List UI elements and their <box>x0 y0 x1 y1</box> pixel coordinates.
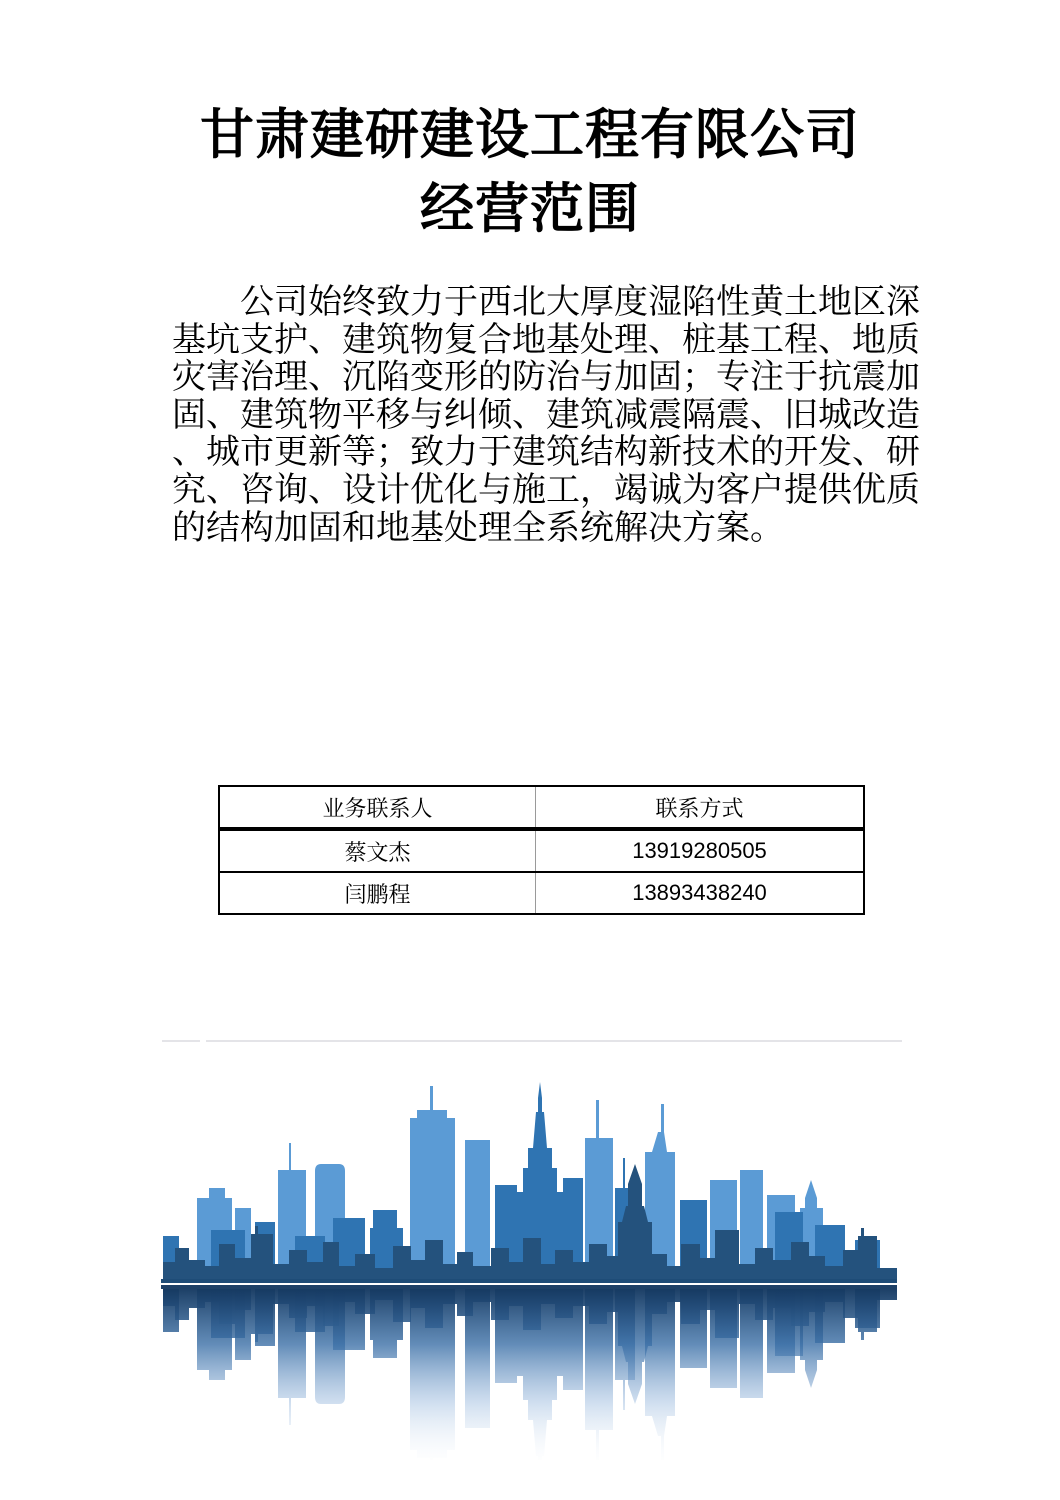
paragraph-line: 究、咨询、设计优化与施工，竭诚为客户提供优质 <box>172 470 920 509</box>
paragraph-line: 、城市更新等；致力于建筑结构新技术的开发、研 <box>172 433 920 472</box>
contact-name-cell: 蔡文杰 <box>219 829 536 872</box>
table-header-row <box>219 786 864 829</box>
table-header-contact-method: 联系方式 <box>536 786 865 829</box>
table-row <box>219 872 864 914</box>
contact-name-cell: 闫鹏程 <box>219 872 536 914</box>
page-title-line-1: 甘肃建研建设工程有限公司 <box>200 105 860 165</box>
paragraph-line: 基坑支护、建筑物复合地基处理、桩基工程、地质 <box>172 320 920 359</box>
city-skyline-icon <box>155 1040 905 1460</box>
page-title <box>0 98 1060 246</box>
skyline-reflection <box>161 1285 897 1460</box>
table-row <box>219 829 864 872</box>
company-description-paragraph <box>172 283 920 547</box>
waterline-band <box>161 1279 897 1283</box>
page-title-line-2: 经营范围 <box>420 179 640 239</box>
contact-phone-cell: 13893438240 <box>536 872 865 914</box>
paragraph-line: 的结构加固和地基处理全系统解决方案。 <box>172 508 784 547</box>
city-skyline-graphic <box>155 1040 905 1460</box>
contact-phone-cell: 13919280505 <box>536 829 865 872</box>
paragraph-line: 公司始终致力于西北大厚度湿陷性黄土地区深 <box>240 283 920 321</box>
contact-table <box>218 785 865 915</box>
table-header-contact-name: 业务联系人 <box>219 786 536 829</box>
paragraph-line: 灾害治理、沉陷变形的防治与加固；专注于抗震加 <box>172 358 920 397</box>
paragraph-line: 固、建筑物平移与纠倾、建筑减震隔震、旧城改造 <box>172 395 920 434</box>
